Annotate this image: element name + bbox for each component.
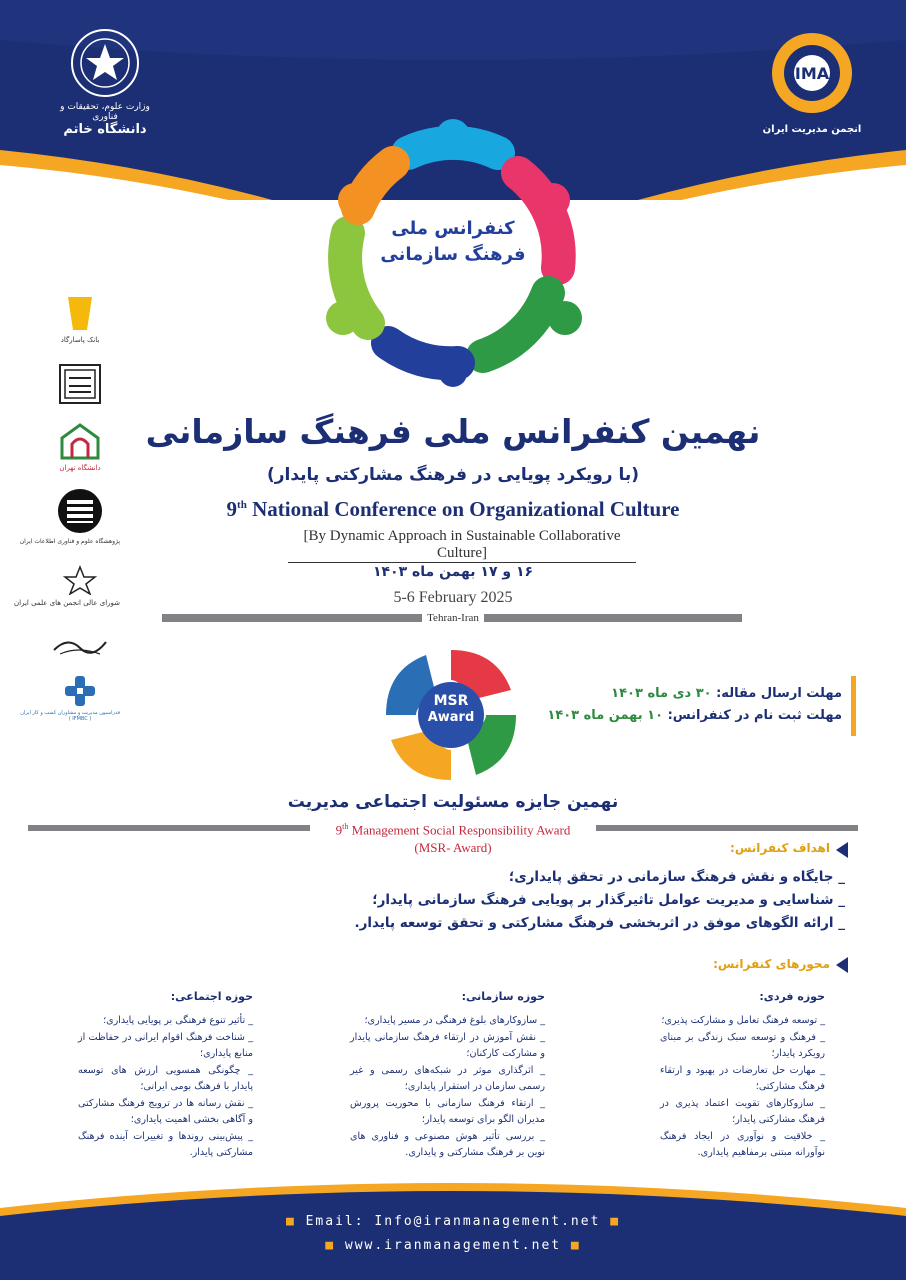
deadline-registration-value: ۱۰ بهمن ماه ۱۴۰۳ bbox=[547, 708, 664, 723]
conference-emblem bbox=[313, 118, 593, 388]
msr-award-badge bbox=[376, 640, 526, 790]
title-en-number: 9 bbox=[226, 497, 238, 521]
goal-item: _ ارائه الگوهای موفق در اثربخشی فرهنگ مشارکتی و تحقق توسعه پایدار. bbox=[354, 915, 845, 931]
svg-text:IMA: IMA bbox=[794, 64, 830, 83]
award-title-fa: نهمین جایزه مسئولیت اجتماعی مدیریت bbox=[287, 792, 619, 812]
goal-item: _ شناسایی و مدیریت عوامل تاثیرگذار بر پویایی فرهنگ سازمانی پایدار؛ bbox=[372, 892, 845, 908]
pasargad-bank-icon bbox=[65, 292, 95, 332]
emblem-line1: کنفرانس ملی bbox=[391, 218, 515, 239]
goal-item: _ جایگاه و نقش فرهنگ سازمانی در تحقق پایداری؛ bbox=[508, 869, 845, 885]
footer-email-text[interactable]: Email: Info@iranmanagement.net bbox=[305, 1214, 601, 1229]
sunburst-icon bbox=[767, 28, 857, 118]
award-title-en bbox=[253, 822, 653, 838]
khatam-university-logo bbox=[50, 28, 160, 148]
page-subtitle-fa: (با رویکرد پویایی در فرهنگ مشارکتی پایدار) bbox=[266, 465, 640, 485]
calligraphy-icon bbox=[50, 632, 110, 658]
column-item: _ چگونگی همسویی ارزش های توسعه پایدار با فرهنگ بومی ایرانی؛ bbox=[78, 1064, 253, 1092]
column-item: _ پیش‌بینی روندها و تغییرات آینده فرهنگ مشارکتی پایدار. bbox=[78, 1130, 253, 1158]
iran-management-logo bbox=[762, 28, 862, 148]
award-badge-line2: Award bbox=[427, 710, 475, 725]
column-item: _ بررسی تأثیر هوش مصنوعی و فناوری های نوین بر فرهنگ مشارکتی و پایداری. bbox=[350, 1130, 545, 1158]
ministry-text: وزارت علوم، تحقیقات و فناوری bbox=[60, 102, 150, 122]
footer-band bbox=[0, 1180, 906, 1280]
page-title-fa: نهمین کنفرانس ملی فرهنگ سازمانی bbox=[145, 412, 761, 451]
column-item: _ خلاقیت و نوآوری در ایجاد فرهنگ نوآورانه مبتنی برمفاهیم پایداری. bbox=[660, 1130, 825, 1158]
axis-column-individual bbox=[660, 990, 825, 1162]
goals-heading: اهداف کنفرانس: bbox=[730, 841, 830, 855]
deadline-paper-value: ۳۰ دی ماه ۱۴۰۳ bbox=[611, 686, 712, 701]
side-logo-society bbox=[40, 632, 120, 662]
footer-email[interactable]: ■ Email: Info@iranmanagement.net ■ bbox=[285, 1214, 621, 1229]
column-item: _ سازوکارهای تقویت اعتماد پذیری در فرهنگ مشارکتی پایدار؛ bbox=[660, 1097, 825, 1125]
award-en-text: Management Social Responsibility Award bbox=[348, 822, 571, 838]
title-en-sup: th bbox=[237, 499, 247, 511]
side-logo-label: دانشگاه تهران bbox=[59, 464, 101, 472]
deadline-accent bbox=[851, 676, 856, 736]
side-logo-label: فدراسیون مدیریت و مشاوران کسب و کار ایران bbox=[20, 710, 120, 716]
side-logo-pasargad bbox=[40, 292, 120, 344]
column-item: _ تأثیر تنوع فرهنگی بر پویایی پایداری؛ bbox=[103, 1015, 253, 1026]
column-heading: حوزه اجتماعی: bbox=[170, 990, 253, 1003]
side-logo-abbr: ( IFMBC ) bbox=[68, 716, 92, 722]
location: Tehran-Iran bbox=[427, 612, 479, 624]
deadline-registration-label: مهلت ثبت نام در کنفرانس: bbox=[667, 708, 842, 723]
deadline-paper-label: مهلت ارسال مقاله: bbox=[716, 686, 842, 701]
axis-column-organizational bbox=[350, 990, 545, 1162]
axes-arrow-icon bbox=[836, 957, 848, 973]
award-badge-line1: MSR bbox=[433, 693, 469, 709]
column-item: _ مهارت حل تعارضات در بهبود و ارتقاء فرهنگ مشارکتی؛ bbox=[660, 1064, 825, 1092]
side-logo-ifmbc bbox=[20, 676, 120, 722]
date-en: 5-6 February 2025 bbox=[393, 589, 513, 606]
page-title-en bbox=[0, 497, 906, 522]
award-en-sup: th bbox=[342, 822, 349, 831]
side-logo-label: بانک پاسارگاد bbox=[60, 336, 100, 344]
deadline-paper bbox=[540, 686, 842, 701]
date-fa: ۱۶ و ۱۷ بهمن ماه ۱۴۰۳ bbox=[372, 564, 534, 580]
subtitle-en-box bbox=[288, 528, 636, 563]
emblem-line2: فرهنگ سازمانی bbox=[380, 244, 526, 265]
page-subtitle-en: [By Dynamic Approach in Sustainable Collaborative Culture] bbox=[303, 528, 621, 561]
column-item: _ شناخت فرهنگ اقوام ایرانی در حفاظت از منابع پایداری؛ bbox=[78, 1031, 253, 1059]
column-item: _ فرهنگ و توسعه سبک زندگی بر مبنای رویکرد پایدار؛ bbox=[660, 1031, 825, 1059]
column-item: _ اثرگذاری موثر در شبکه‌های رسمی و غیر رسمی سازمان در استقرار پایداری؛ bbox=[350, 1064, 545, 1092]
university-name: دانشگاه خاتم bbox=[63, 122, 147, 137]
beheshti-university-icon bbox=[59, 364, 101, 404]
axes-heading: محورهای کنفرانس: bbox=[713, 957, 830, 971]
title-en-text: National Conference on Organizational Culture bbox=[246, 497, 680, 521]
column-item: _ سازوکارهای بلوغ فرهنگی در مسیر پایداری؛ bbox=[364, 1015, 545, 1026]
column-item: _ ارتقاء فرهنگ سازمانی با محوریت پرورش مدیران الگو برای توسعه پایدار؛ bbox=[350, 1097, 545, 1125]
iran-management-logo-text: انجمن مدیریت ایران bbox=[762, 124, 862, 135]
side-logo-label: شورای عالی انجمن های علمی ایران bbox=[14, 599, 120, 607]
university-seal-icon bbox=[70, 28, 140, 98]
footer-website[interactable]: ■ www.iranmanagement.net ■ bbox=[325, 1238, 581, 1253]
column-heading: حوزه سازمانی: bbox=[461, 990, 545, 1003]
ifmbc-icon bbox=[63, 676, 97, 706]
footer-website-text[interactable]: www.iranmanagement.net bbox=[344, 1238, 562, 1253]
award-abbr-en: (MSR- Award) bbox=[414, 840, 492, 855]
column-item: _ نقش رسانه ها در ترویج فرهنگ مشارکتی و آگاهی بخشی اهمیت پایداری؛ bbox=[78, 1097, 253, 1125]
deadline-registration bbox=[540, 708, 842, 723]
side-logo-beheshti bbox=[40, 364, 120, 408]
axis-column-social bbox=[78, 990, 253, 1162]
award-en-number: 9 bbox=[335, 822, 343, 838]
side-logo-label: پژوهشگاه علوم و فناوری اطلاعات ایران bbox=[19, 538, 120, 545]
goals-arrow-icon bbox=[836, 842, 848, 858]
column-item: _ توسعه فرهنگ تعامل و مشارکت پذیری؛ bbox=[661, 1015, 825, 1026]
column-item: _ نقش آموزش در ارتقاء فرهنگ سازمانی پایدار و مشارکت کارکنان؛ bbox=[350, 1031, 545, 1059]
column-heading: حوزه فردی: bbox=[759, 990, 825, 1003]
